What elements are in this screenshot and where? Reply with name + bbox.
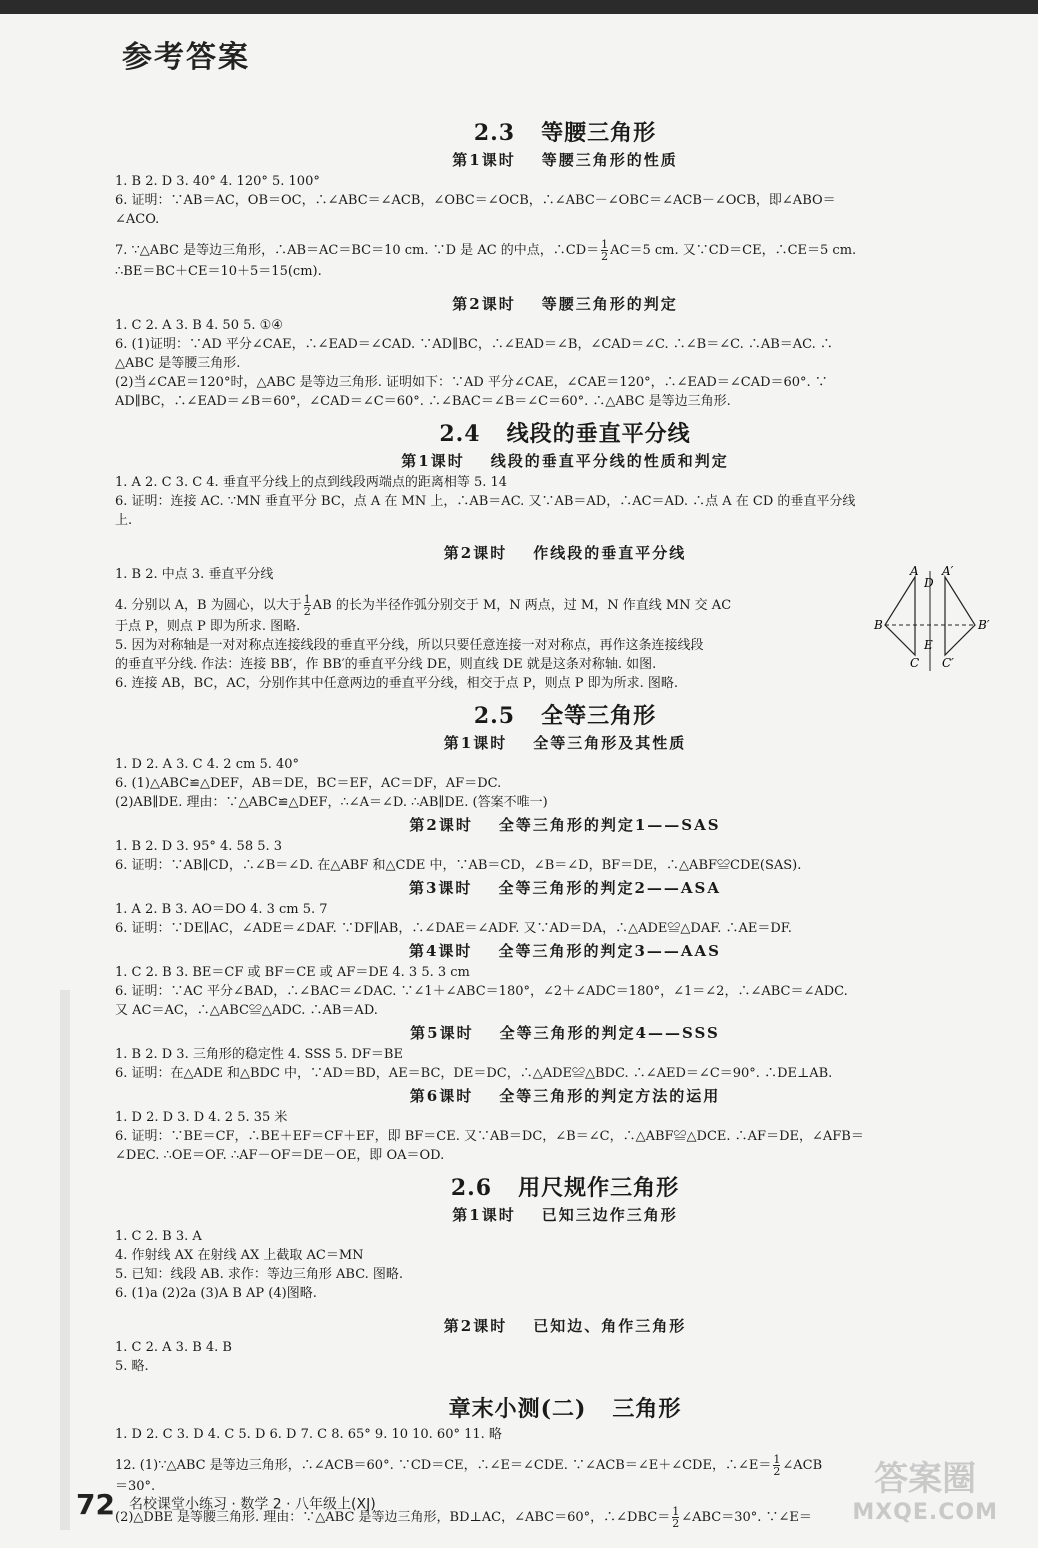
answer-line: 6. (1)a (2)2a (3)A B AP (4)图略. <box>115 1286 317 1301</box>
label-A: A <box>910 564 919 578</box>
answer-line: 6. 证明：∵DE∥AC，∠ADE＝∠DAF. ∵DF∥AB，∴∠DAE＝∠ADF. 又∵AD＝DA，∴△ADE≌△DAF. ∴AE＝DF. <box>115 921 792 936</box>
answer-line: 6. (1)△ABC≌△DEF，AB＝DE，BC＝EF，AC＝DF，AF＝DC. <box>115 776 502 791</box>
answer-line: 12. (1)∵△ABC 是等边三角形，∴∠ACB＝60°. ∵CD＝CE，∴∠E＝∠CDE. ∵∠ACB＝∠E＋∠CDE，∴∠E＝ $\frac{1}{2}$ ∠ACB <box>115 1453 823 1478</box>
lesson-heading: 第2课时 全等三角形的判定1——SAS <box>409 816 721 834</box>
answer-line: 1. C 2. B 3. A <box>115 1229 202 1244</box>
answer-line: 6. 连接 AB，BC，AC，分别作其中任意两边的垂直平分线，相交于点 P，则点 P 即为所求. 图略. <box>115 676 678 691</box>
lesson-heading: 第2课时 等腰三角形的判定 <box>452 295 678 313</box>
fraction: $\frac{1}{2}$ <box>672 1505 680 1530</box>
answer-line: 于点 P，则点 P 即为所求. 图略. <box>115 619 301 634</box>
top-bar <box>0 0 1038 14</box>
label-D: D <box>924 576 934 590</box>
answer-line: ∠ACO. <box>115 212 160 227</box>
lesson-heading: 第1课时 等腰三角形的性质 <box>452 151 678 169</box>
lesson-heading: 第2课时 作线段的垂直平分线 <box>443 544 687 562</box>
answer-line: 1. B 2. D 3. 三角形的稳定性 4. SSS 5. DF＝BE <box>115 1047 403 1062</box>
answer-line: 的垂直平分线. 作法：连接 BB′，作 BB′的垂直平分线 DE，则直线 DE 就是这条对称轴. 如图. <box>115 657 657 672</box>
answer-line: 1. B 2. D 3. 40° 4. 120° 5. 100° <box>115 174 320 189</box>
answer-line: 6. 证明：∵AC 平分∠BAD，∴∠BAC＝∠DAC. ∵∠1＋∠ABC＝180°，∠2＋∠ADC＝180°，∠1＝∠2，∴∠ABC＝∠ADC. <box>115 984 848 999</box>
answer-line: 4. 分别以 A，B 为圆心，以大于 $\frac{1}{2}$ AB 的长为半径作弧分别交于 M，N 两点，过 M，N 作直线 MN 交 AC <box>115 593 732 618</box>
answer-line: 又 AC＝AC，∴△ABC≌△ADC. ∴AB＝AD. <box>115 1003 378 1018</box>
lesson-heading: 第3课时 全等三角形的判定2——ASA <box>409 879 721 897</box>
label-A-prime: A′ <box>942 564 954 578</box>
answer-line: (2)△DBE 是等腰三角形. 理由：∵△ABC 是等边三角形，BD⊥AC，∠ABC＝60°，∴∠DBC＝ $\frac{1}{2}$ ∠ABC＝30°. ∵∠E＝ <box>115 1505 812 1530</box>
lesson-heading: 第5课时 全等三角形的判定4——SSS <box>410 1024 720 1042</box>
fraction: $\frac{1}{2}$ <box>303 593 311 618</box>
answer-line: △ABC 是等腰三角形. <box>115 356 241 371</box>
answer-line: 1. D 2. D 3. D 4. 2 5. 35 米 <box>115 1110 288 1125</box>
answer-line: 1. D 2. C 3. D 4. C 5. D 6. D 7. C 8. 65° 9. 10 10. 60° 11. 略 <box>115 1427 502 1442</box>
answer-line: 1. B 2. D 3. 95° 4. 58 5. 3 <box>115 839 283 854</box>
answer-line: 7. ∵△ABC 是等边三角形，∴AB＝AC＝BC＝10 cm. ∵D 是 AC 的中点，∴CD＝ $\frac{1}{2}$ AC＝5 cm. 又∵CD＝CE，∴CE＝5 cm. <box>115 238 857 263</box>
fraction: $\frac{1}{2}$ <box>773 1453 781 1478</box>
answer-line: 5. 略. <box>115 1359 149 1374</box>
answer-line: 1. C 2. A 3. B 4. 50 5. ①④ <box>115 318 283 333</box>
answer-content <box>115 110 1015 1529</box>
symmetry-figure <box>870 563 1010 675</box>
answer-line: 6. 证明：∵AB∥CD，∴∠B＝∠D. 在△ABF 和△CDE 中，∵AB＝CD，∠B＝∠D，BF＝DE，∴△ABF≌CDE(SAS). <box>115 858 802 873</box>
answer-line: 上. <box>115 513 133 528</box>
label-B-prime: B′ <box>978 618 990 632</box>
section-heading: 2.4 线段的垂直平分线 <box>439 421 691 447</box>
answer-line: (2)AB∥DE. 理由：∵△ABC≌△DEF，∴∠A＝∠D. ∴AB∥DE. (答案不唯一) <box>115 795 548 810</box>
lesson-heading: 第6课时 全等三角形的判定方法的运用 <box>409 1087 721 1105</box>
page-edge-shade <box>60 990 70 1530</box>
answer-line: 1. C 2. B 3. BE＝CF 或 BF＝CE 或 AF＝DE 4. 3 5. 3 cm <box>115 965 470 980</box>
answer-line: 6. 证明：连接 AC. ∵MN 垂直平分 BC，点 A 在 MN 上，∴AB＝AC. 又∵AB＝AD，∴AC＝AD. ∴点 A 在 CD 的垂直平分线 <box>115 494 856 509</box>
lesson-heading: 第4课时 全等三角形的判定3——AAS <box>409 942 721 960</box>
answer-line: 6. 证明：∵AB＝AC，OB＝OC，∴∠ABC＝∠ACB，∠OBC＝∠OCB，∴∠ABC－∠OBC＝∠ACB－∠OCB，即∠ABO＝ <box>115 193 836 208</box>
answer-line: ＝30°. <box>115 1479 156 1494</box>
answer-line: 1. D 2. A 3. C 4. 2 cm 5. 40° <box>115 757 300 772</box>
answer-line: 5. 因为对称轴是一对对称点连接线段的垂直平分线，所以只要任意连接一对对称点，再作这条连接线段 <box>115 638 704 653</box>
lesson-heading: 第1课时 已知三边作三角形 <box>452 1206 678 1224</box>
page-footer <box>76 1488 376 1521</box>
label-C: C <box>910 656 920 670</box>
right-triangle <box>945 577 975 655</box>
chapter-heading: 章末小测(二) 三角形 <box>448 1396 682 1422</box>
lesson-heading: 第2课时 已知边、角作三角形 <box>443 1317 687 1335</box>
answer-line: ∴BE＝BC＋CE＝10＋5＝15(cm). <box>115 264 322 279</box>
answer-line: 6. (1)证明：∵AD 平分∠CAE，∴∠EAD＝∠CAD. ∵AD∥BC，∴∠EAD＝∠B，∠CAD＝∠C. ∴∠B＝∠C. ∴AB＝AC. ∴ <box>115 337 833 352</box>
answer-line: 6. 证明：在△ADE 和△BDC 中，∵AD＝BD，AE＝BC，DE＝DC，∴△ADE≌△BDC. ∴∠AED＝∠C＝90°. ∴DE⊥AB. <box>115 1066 833 1081</box>
answer-line: 5. 已知：线段 AB. 求作：等边三角形 ABC. 图略. <box>115 1267 404 1282</box>
lesson-heading: 第1课时 线段的垂直平分线的性质和判定 <box>401 452 729 470</box>
fraction: $\frac{1}{2}$ <box>601 238 609 263</box>
lesson-heading: 第1课时 全等三角形及其性质 <box>443 734 687 752</box>
section-heading: 2.5 全等三角形 <box>473 703 657 729</box>
answer-line: 6. 证明：∵BE＝CF，∴BE＋EF＝CF＋EF，即 BF＝CE. 又∵AB＝DC，∠B＝∠C，∴△ABF≌△DCE. ∴AF＝DE，∠AFB＝ <box>115 1129 864 1144</box>
label-B: B <box>874 618 883 632</box>
answer-line: AD∥BC，∴∠EAD＝∠B＝60°，∠CAD＝∠C＝60°. ∴∠BAC＝∠B＝∠C＝60°. ∴△ABC 是等边三角形. <box>115 394 731 409</box>
page-title: 参考答案 <box>122 40 250 75</box>
answer-line: ∠DEC. ∴OE＝OF. ∴AF－OF＝DE－OE，即 OA＝OD. <box>115 1148 445 1163</box>
answer-line: 1. B 2. 中点 3. 垂直平分线 <box>115 567 274 582</box>
answer-line: 1. C 2. A 3. B 4. B <box>115 1340 232 1355</box>
watermark-logo: 答案圈 MXQE.COM <box>852 1459 998 1525</box>
label-C-prime: C′ <box>942 656 954 670</box>
section-heading: 2.6 用尺规作三角形 <box>450 1175 680 1201</box>
answer-line: 1. A 2. C 3. C 4. 垂直平分线上的点到线段两端点的距离相等 5. 14 <box>115 475 508 490</box>
section-heading: 2.3 等腰三角形 <box>473 120 657 146</box>
answer-line: 4. 作射线 AX 在射线 AX 上截取 AC＝MN <box>115 1248 364 1263</box>
left-triangle <box>885 577 915 655</box>
answer-line: 1. A 2. B 3. AO＝DO 4. 3 cm 5. 7 <box>115 902 328 917</box>
answer-line: (2)当∠CAE＝120°时，△ABC 是等边三角形. 证明如下：∵AD 平分∠CAE，∠CAE＝120°，∴∠EAD＝∠CAD＝60°. ∵ <box>115 375 828 390</box>
label-E: E <box>924 638 933 652</box>
page-number: 72 <box>76 1488 115 1521</box>
book-title: 名校课堂小练习 · 数学 2 · 八年级上(XJ) <box>128 1496 376 1513</box>
